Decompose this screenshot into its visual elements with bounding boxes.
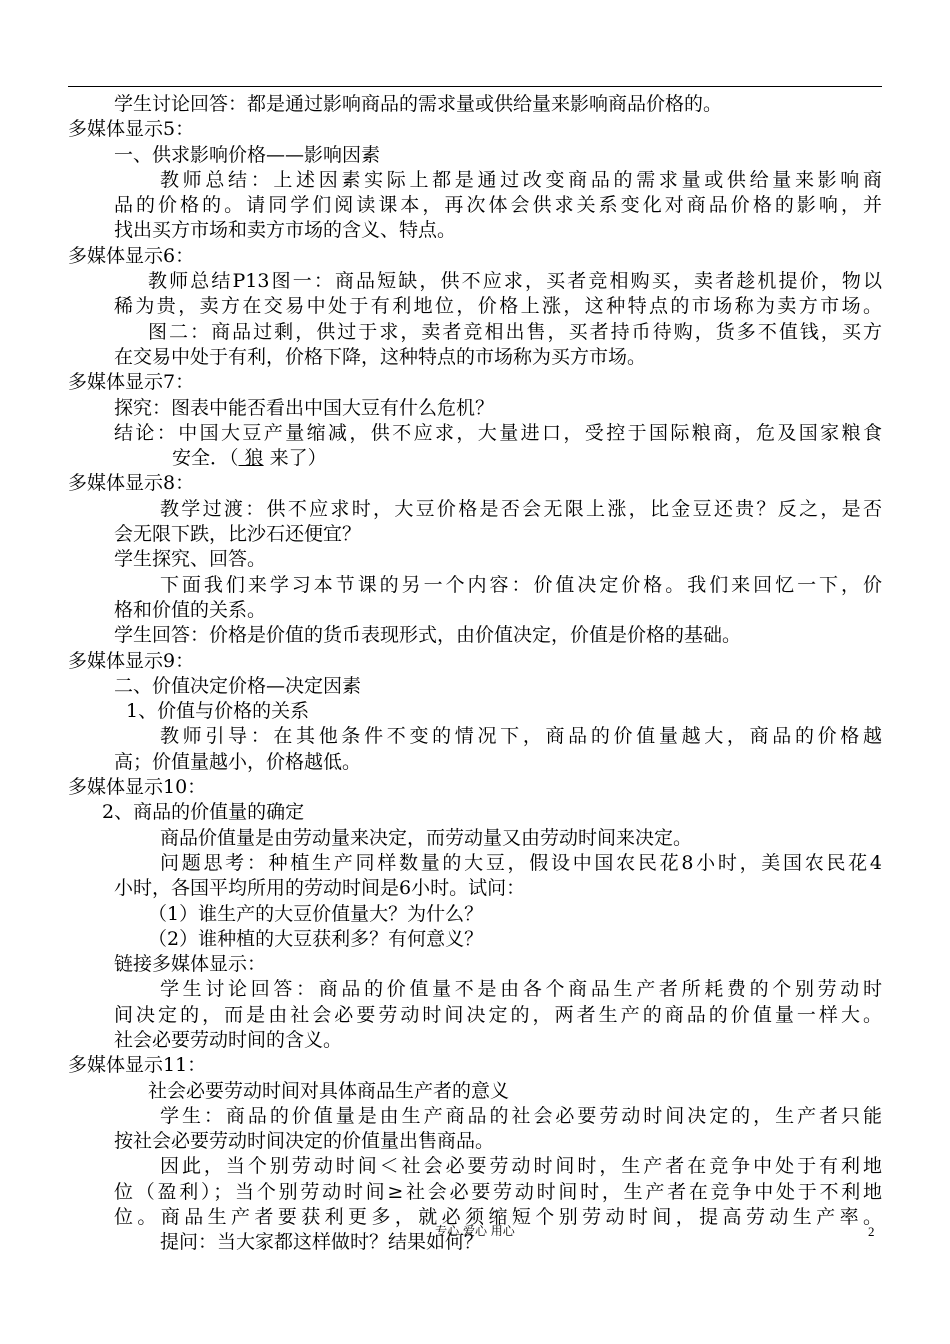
section-heading: 多媒体显示8：	[68, 472, 195, 495]
text-line: 学生：商品的价值量是由生产商品的社会必要劳动时间决定的，生产者只能	[160, 1104, 882, 1127]
text-line: 社会必要劳动时间的含义。	[114, 1028, 343, 1051]
text-line: 高；价值量越小，价格越低。	[114, 750, 362, 773]
footer-motto: 专心 爱心 用心	[435, 1224, 515, 1238]
section-heading: 多媒体显示5：	[68, 118, 195, 141]
text-line	[68, 446, 882, 471]
text-line: 提问：当大家都这样做时？结果如何？	[160, 1231, 484, 1254]
text-line: 找出买方市场和卖方市场的含义、特点。	[114, 219, 457, 242]
text-line: 教学过渡：供不应求时，大豆价格是否会无限上涨，比金豆还贵？反之，是否	[160, 497, 882, 520]
text-line: 间决定的，而是由社会必要劳动时间决定的，两者生产的商品的价值量一样大。	[114, 1003, 882, 1026]
text-line: 结论：中国大豆产量缩减，供不应求，大量进口，受控于国际粮商，危及国家粮食	[114, 421, 882, 444]
text-line: 在交易中处于有利，价格下降，这种特点的市场称为买方市场。	[114, 345, 647, 368]
section-heading: 多媒体显示11：	[68, 1054, 207, 1077]
text-line: 教师总结：上述因素实际上都是通过改变商品的需求量或供给量来影响商	[160, 168, 882, 191]
text-line: 学生讨论回答：商品的价值量不是由各个商品生产者所耗费的个别劳动时	[160, 978, 882, 1001]
text-line: 学生回答：价格是价值的货币表现形式，由价值决定，价值是价格的基础。	[114, 624, 742, 647]
text-line: 一、供求影响价格——影响因素	[114, 143, 381, 166]
text-line: 商品价值量是由劳动量来决定，而劳动量又由劳动时间来决定。	[160, 826, 693, 849]
text-line: （1）谁生产的大豆价值量大？为什么？	[148, 902, 484, 925]
text-line: 2、商品的价值量的确定	[102, 801, 305, 824]
text-line: 二、价值决定价格—决定因素	[114, 674, 362, 697]
text-line: 教师总结P13图一：商品短缺，供不应求，买者竞相购买，卖者趁机提价，物以	[148, 270, 882, 293]
blank-underline: 狼	[238, 447, 264, 470]
text-line: 位（盈利）；当个别劳动时间≥社会必要劳动时间时，生产者在竞争中处于不利地	[114, 1180, 882, 1203]
header-rule	[68, 86, 882, 87]
text-line: 会无限下跌，比沙石还便宜？	[114, 523, 362, 546]
text-line: 问题思考：种植生产同样数量的大豆，假设中国农民花8小时，美国农民花4	[160, 851, 882, 874]
text-line: 下面我们来学习本节课的另一个内容：价值决定价格。我们来回忆一下，价	[160, 573, 882, 596]
text-line: 格和价值的关系。	[114, 598, 267, 621]
section-heading: 多媒体显示10：	[68, 776, 207, 799]
text-line: 品的价格的。请同学们阅读课本，再次体会供求关系变化对商品价格的影响，并	[114, 194, 882, 217]
text-line: 小时，各国平均所用的劳动时间是6小时。试问：	[114, 877, 526, 900]
text-line: 社会必要劳动时间对具体商品生产者的意义	[148, 1079, 510, 1102]
anquan-end: 来了）	[269, 447, 327, 470]
section-heading: 多媒体显示6：	[68, 244, 195, 267]
page-number: 2	[868, 1224, 875, 1239]
text-line: 学生探究、回答。	[114, 548, 267, 571]
text-line: （2）谁种植的大豆获利多？有何意义？	[148, 927, 484, 950]
text-line: 链接多媒体显示：	[114, 953, 267, 976]
text-line: 按社会必要劳动时间决定的价值量出售商品。	[114, 1130, 495, 1153]
text-line: 位。商品生产者要获利更多，就必须缩短个别劳动时间，提高劳动生产率。	[114, 1206, 882, 1229]
section-heading: 多媒体显示9：	[68, 649, 195, 672]
text-line: 1、价值与价格的关系	[126, 700, 310, 723]
text-line: 图二：商品过剩，供过于求，卖者竞相出售，买者持币待购，货多不值钱，买方	[148, 320, 882, 343]
document-body	[68, 92, 882, 1256]
text-line: 教师引导：在其他条件不变的情况下，商品的价值量越大，商品的价格越	[160, 725, 882, 748]
text-line: 探究：图表中能否看出中国大豆有什么危机？	[114, 396, 495, 419]
text-line: 因此，当个别劳动时间＜社会必要劳动时间时，生产者在竞争中处于有利地	[160, 1155, 882, 1178]
anquan-text: 安全．（	[172, 447, 239, 470]
text-line: 稀为贵，卖方在交易中处于有利地位，价格上涨，这种特点的市场称为卖方市场。	[114, 295, 882, 318]
text-line: 学生讨论回答：都是通过影响商品的需求量或供给量来影响商品价格的。	[114, 93, 723, 115]
section-heading: 多媒体显示7：	[68, 371, 195, 394]
